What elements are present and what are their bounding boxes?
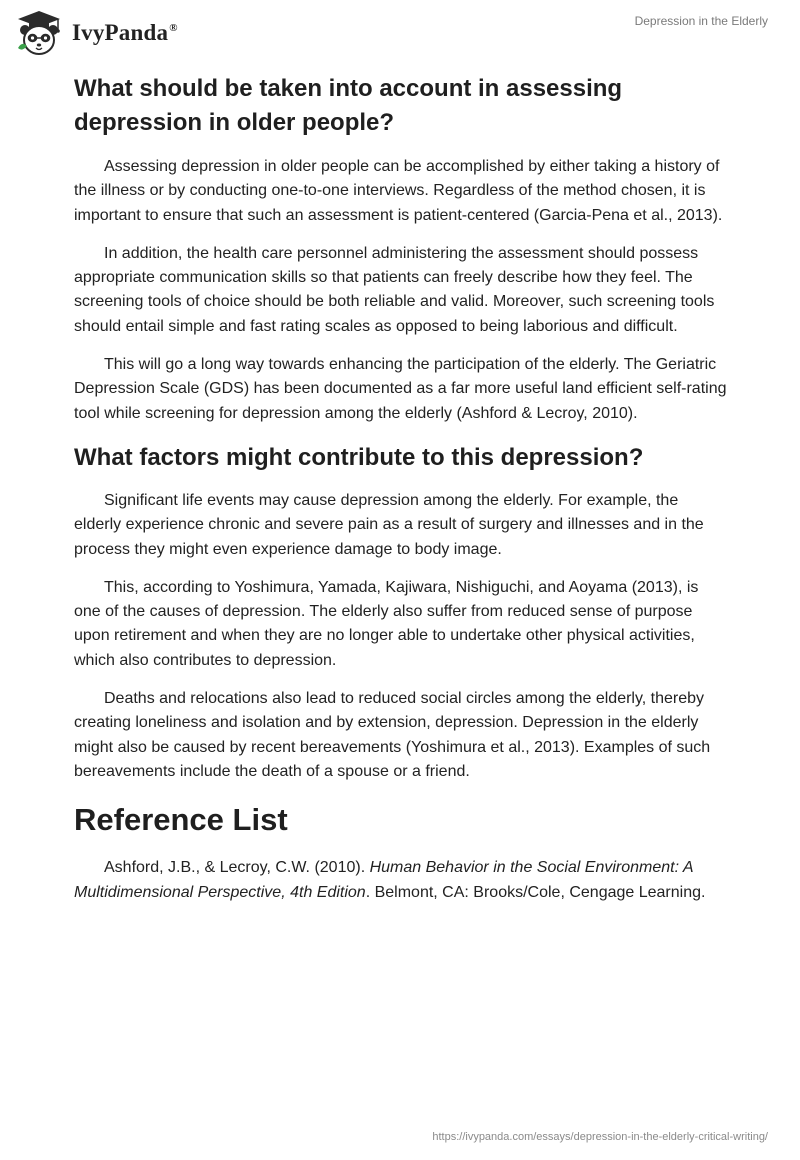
essay-body xyxy=(74,72,728,919)
reference-list xyxy=(74,800,728,905)
section-heading: What factors might contribute to this depression? xyxy=(74,443,644,471)
running-title: Depression in the Elderly xyxy=(634,14,768,28)
section-heading: What should be taken into account in assessing depression in older people? xyxy=(74,75,623,136)
page-header xyxy=(0,0,800,70)
panda-graduate-icon xyxy=(14,8,64,58)
section-factors xyxy=(74,441,728,784)
paragraph: Assessing depression in older people can be accomplished by either taking a history of the illness or by conducting one-to-one interviews. Regardless of the method chosen, it is important to ensure that such an assessment is patient-centered (Garcia-Pena et al., 2013). xyxy=(74,158,723,224)
reference-entry: Ashford, J.B., & Lecroy, C.W. (2010). Human Behavior in the Social Environment: A Multidimensional Perspective, 4th Edition. Belmont, CA: Brooks/Cole, Cengage Learning. xyxy=(74,859,706,901)
reference-title: Human Behavior in the Social Environment: A Multidimensional Perspective, 4th Edition xyxy=(74,859,693,901)
reference-list-heading: Reference List xyxy=(74,802,288,838)
paragraph: In addition, the health care personnel administering the assessment should possess appropriate communication skills so that patients can freely describe how they feel. The screening tools of choice should be both reliable and valid. Moreover, such screening tools should entail simple and fast rating scales as opposed to being laborious and difficult. xyxy=(74,244,715,335)
paragraph: Deaths and relocations also lead to reduced social circles among the elderly, thereby creating loneliness and isolation and by extension, depression. Depression in the elderly might also be caused by recent bereavements (Yoshimura et al., 2013). Examples of such bereavements include the death of a spouse or a friend. xyxy=(74,690,711,780)
paragraph: This, according to Yoshimura, Yamada, Kajiwara, Nishiguchi, and Aoyama (2013), is one of the causes of depression. The elderly also suffer from reduced sense of purpose upon retirement and when they are no longer able to undertake other physical activities, which also contributes to depression. xyxy=(74,578,699,669)
brand-logo[interactable] xyxy=(14,8,178,58)
paragraph: Significant life events may cause depression among the elderly. For example, the elderly experience chronic and severe pain as a result of surgery and illnesses and in the process they might even experience damage to body image. xyxy=(74,491,704,558)
paragraph: This will go a long way towards enhancing the participation of the elderly. The Geriatric Depression Scale (GDS) has been documented as a far more useful land efficient self-rating tool while screening for depression among the elderly (Ashford & Lecroy, 2010). xyxy=(74,356,727,422)
source-url[interactable]: https://ivypanda.com/essays/depression-in-the-elderly-critical-writing/ xyxy=(432,1131,768,1143)
section-assessment xyxy=(74,72,728,426)
brand-name: IvyPanda® xyxy=(72,20,178,45)
